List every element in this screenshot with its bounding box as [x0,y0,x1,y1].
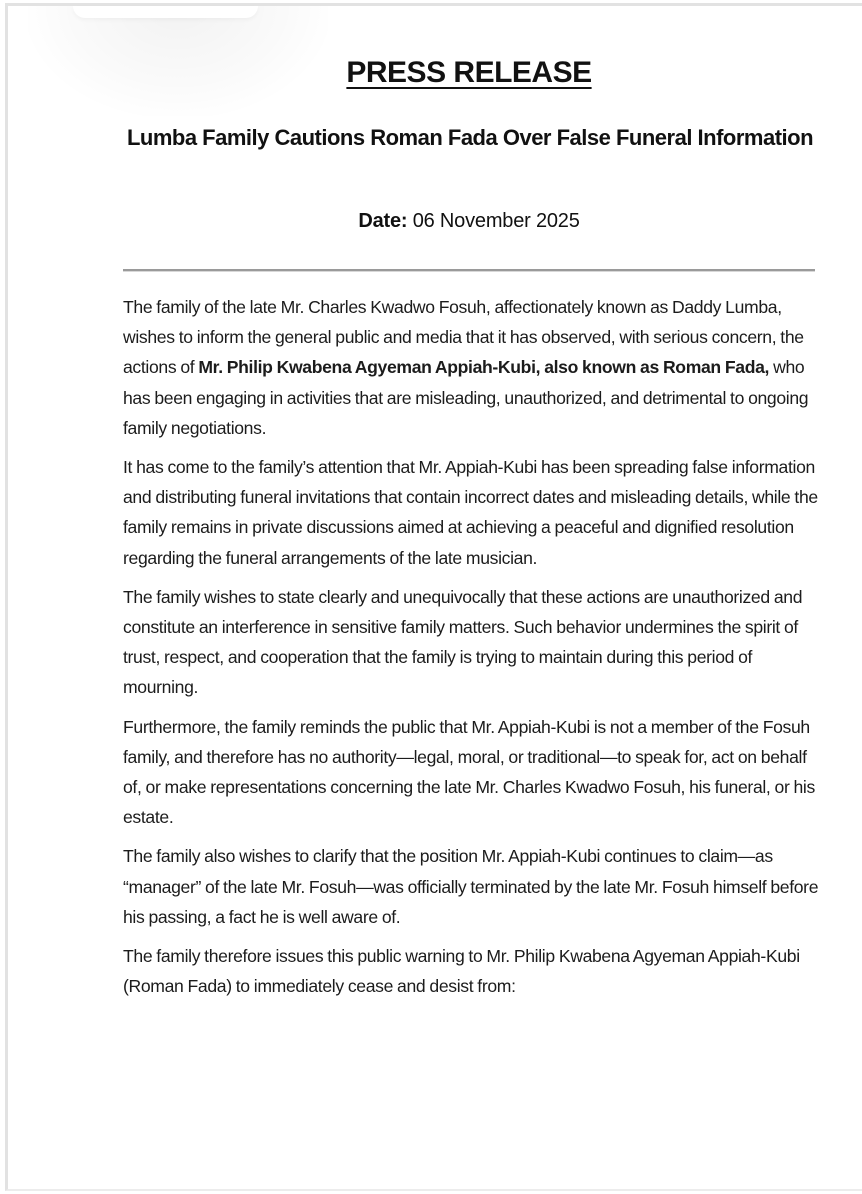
paragraph-intro-bold-name: Mr. Philip Kwabena Agyeman Appiah-Kubi, also known as Roman Fada, [198,357,770,378]
document-title: PRESS RELEASE [346,56,592,89]
paragraph-no-authority: Furthermore, the family reminds the public that Mr. Appiah-Kubi is not a member of the Fosuh family, and therefore has no authority—legal, moral, or traditional—to speak for, act on behalf of, or make representations concerning the late Mr. Charles Kwadwo Fosuh, his funeral, or his estate. [123,716,815,828]
paragraph-public-warning: The family therefore issues this public warning to Mr. Philip Kwabena Agyeman Appiah-Kubi (Roman Fada) to immediately cease and desist from: [123,946,800,997]
paragraph-false-information: It has come to the family’s attention that Mr. Appiah-Kubi has been spreading false information and distributing funeral invitations that contain incorrect dates and misleading details, while the family remains in private discussions aimed at achieving a peaceful and dignified resolution regarding the funeral arrangements of the late musician. [123,457,818,568]
document-date [0,210,862,233]
paragraph-intro-text-end: who has been engaging in activities that are misleading, unauthorized, and detrimental to ongoing family negotiations. [123,357,809,438]
paragraph-intro [123,292,823,443]
paragraph-unauthorized-actions: The family wishes to state clearly and unequivocally that these actions are unauthorized and constitute an interference in sensitive family matters. Such behavior undermines the spirit of trust, respect, and cooperation that the family is trying to maintain during this period of mourning. [123,586,803,698]
document-headline: Lumba Family Cautions Roman Fada Over False Funeral Information [126,125,814,150]
paragraph-intro-text: The family of the late Mr. Charles Kwadwo Fosuh, affectionately known as Daddy Lumba, wishes to inform the general public and media that it has observed, with serious concern, the actions of [123,297,804,378]
date-value: 06 November 2025 [407,210,580,232]
date-label: Date: [358,210,408,232]
document-body [123,292,823,1010]
screen-notch [73,6,258,18]
paragraph-manager-terminated: The family also wishes to clarify that the position Mr. Appiah-Kubi continues to claim—as “manager” of the late Mr. Fosuh—was officially terminated by the late Mr. Fosuh himself before his passing, a fact he is well aware of. [123,846,819,927]
header-divider [123,269,815,271]
